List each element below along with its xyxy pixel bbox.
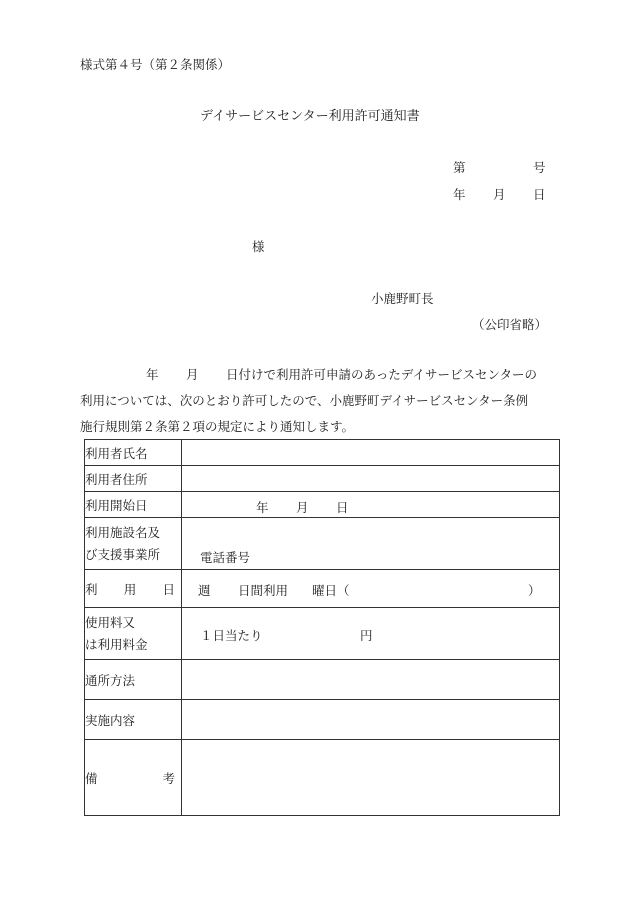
notice-body: [80, 362, 564, 440]
sender-name: 小鹿野町長: [371, 291, 434, 306]
doc-number-suffix: 号: [533, 160, 546, 175]
value-remarks: [182, 740, 560, 816]
label-fee-line1: 使用料又: [85, 614, 136, 630]
usage-weekday: 曜日（: [312, 583, 350, 598]
value-implementation: [182, 700, 560, 740]
start-date-day: 日: [336, 500, 349, 515]
label-user-address: 利用者住所: [85, 471, 148, 487]
usage-days-count: 日間利用: [238, 583, 289, 598]
usage-weekday-close: ）: [528, 583, 541, 598]
table-row: [85, 608, 560, 660]
label-fee-line2: は利用料金: [85, 636, 148, 652]
value-usage-days: [182, 570, 560, 608]
value-commute-method: [182, 660, 560, 700]
facility-phone-label: 電話番号: [200, 550, 251, 565]
label-user-name: 利用者氏名: [85, 445, 148, 461]
doc-number-prefix: 第: [453, 160, 466, 175]
table-row: [85, 466, 560, 492]
addressee-honorific: 様: [252, 239, 265, 254]
fee-per-day-label: １日当たり: [200, 628, 263, 643]
value-start-date: [182, 492, 560, 518]
usage-week: 週: [198, 583, 211, 598]
label-commute-method: 通所方法: [85, 672, 136, 688]
start-date-month: 月: [296, 500, 309, 515]
table-row: [85, 740, 560, 816]
document-title: デイサービスセンター利用許可通知書: [200, 109, 420, 124]
table-row: [85, 518, 560, 570]
start-date-year: 年: [256, 500, 269, 515]
form-number-label: 様式第４号（第２条関係）: [80, 57, 231, 72]
body-year: 年: [146, 367, 159, 382]
table-row: [85, 440, 560, 466]
value-user-name: [182, 440, 560, 466]
body-line3: 施行規則第２条第２項の規定により通知します。: [80, 419, 355, 434]
label-remarks: 備 考: [85, 770, 175, 786]
table-row: [85, 660, 560, 700]
body-line1-rest: 日付けで利用許可申請のあったデイサービスセンターの: [226, 367, 538, 382]
label-facility-line2: び支援事業所: [85, 546, 161, 562]
value-user-address: [182, 466, 560, 492]
issue-date-day: 日: [533, 187, 546, 202]
issue-date-month: 月: [493, 187, 506, 202]
value-fee: [182, 608, 560, 660]
label-usage-days: 利 用 日: [85, 581, 175, 597]
notice-details-table: [84, 439, 560, 816]
label-start-date: 利用開始日: [85, 497, 148, 513]
body-line2: 利用については、次のとおり許可したので、小鹿野町デイサービスセンター条例: [80, 393, 529, 408]
table-row: [85, 700, 560, 740]
issue-date-year: 年: [453, 187, 466, 202]
document-number: [453, 158, 546, 176]
label-facility-line1: 利用施設名及: [85, 524, 161, 540]
table-row: [85, 570, 560, 608]
fee-yen-unit: 円: [360, 628, 373, 643]
value-facility: [182, 518, 560, 570]
label-implementation: 実施内容: [85, 712, 136, 728]
body-month: 月: [186, 367, 199, 382]
seal-omitted-note: （公印省略）: [472, 317, 548, 332]
table-row: [85, 492, 560, 518]
